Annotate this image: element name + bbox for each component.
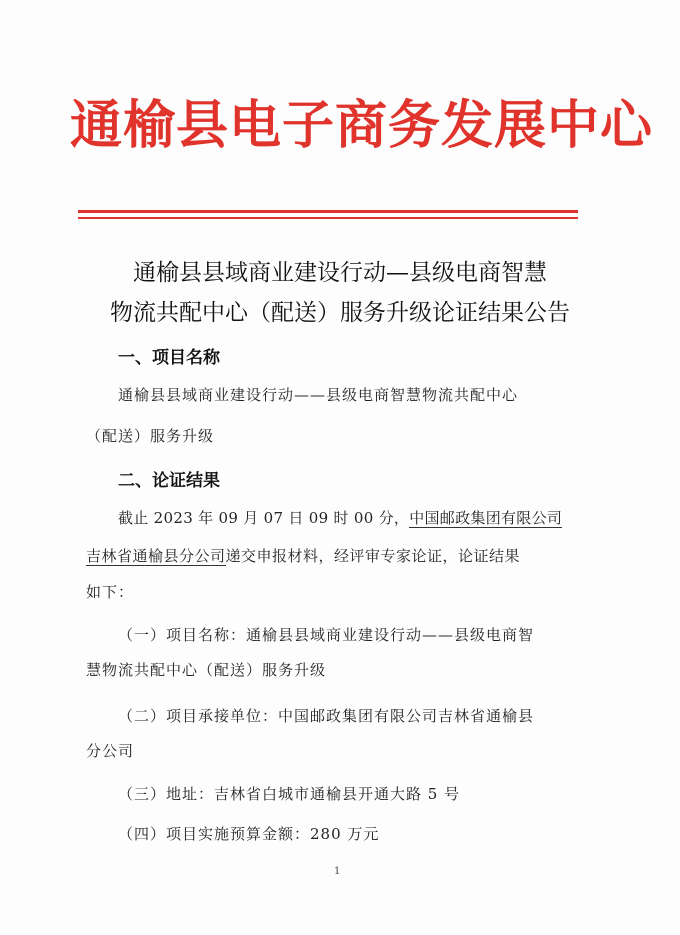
doc-title-line-2: 物流共配中心（配送）服务升级论证结果公告: [110, 300, 570, 326]
company-name-part-1: 中国邮政集团有限公司: [409, 509, 563, 527]
item-4-line: （四）项目实施预算金额：280 万元: [118, 825, 380, 843]
section-2-paragraph-line-2: [86, 545, 520, 566]
company-name-part-2: 吉林省通榆县分公司: [86, 547, 226, 565]
item-1-line-2: 慧物流共配中心（配送）服务升级: [86, 661, 327, 679]
org-header: 通榆县电子商务发展中心: [70, 96, 654, 156]
section-1-line-1: 通榆县县域商业建设行动——县级电商智慧物流共配中心: [118, 386, 519, 404]
section-1-line-2: （配送）服务升级: [86, 427, 215, 445]
item-3-line: （三）地址：吉林省白城市通榆县开通大路 5 号: [118, 785, 461, 803]
item-1-line-1: （一）项目名称：通榆县县域商业建设行动——县级电商智: [118, 626, 535, 644]
header-rule-thick: [78, 210, 578, 213]
section-2-paragraph-line-3: 如下：: [86, 583, 135, 601]
doc-title-line-1: 通榆县县域商业建设行动—县级电商智慧: [133, 260, 547, 286]
date-clause: 截止 2023 年 09 月 07 日 09 时 00 分，: [118, 509, 410, 527]
item-2-line-1: （二）项目承接单位：中国邮政集团有限公司吉林省通榆县: [118, 707, 535, 725]
section-1-heading: 一、项目名称: [118, 348, 220, 368]
result-clause: 递交申报材料，经评审专家论证，论证结果: [225, 547, 521, 565]
page-number: 1: [334, 866, 341, 877]
item-2-line-2: 分公司: [86, 742, 135, 760]
section-2-heading: 二、论证结果: [118, 471, 220, 491]
section-2-paragraph-line-1: [118, 507, 562, 528]
header-rule-thin: [78, 217, 578, 219]
